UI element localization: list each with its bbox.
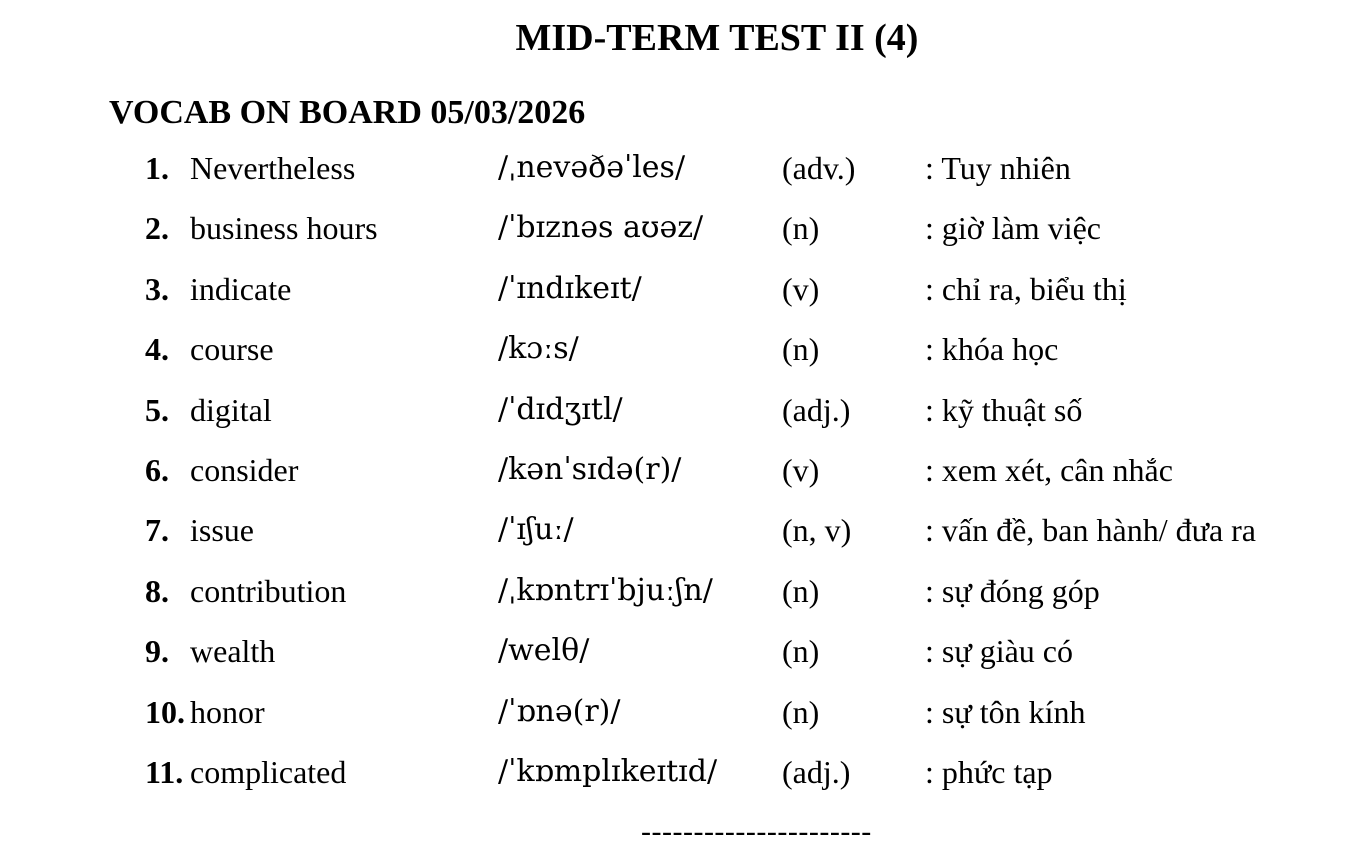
item-number: 4. [145, 331, 169, 368]
vocab-ipa: /ˈbɪznəs aʊəz/ [498, 210, 704, 246]
vocab-part-of-speech: (n) [782, 693, 820, 730]
vocab-meaning: : sự tôn kính [925, 693, 1086, 730]
vocab-part-of-speech: (n) [782, 210, 820, 247]
section-heading: VOCAB ON BOARD 05/03/2026 [109, 94, 586, 131]
page-title: MID-TERM TEST II (4) [515, 17, 919, 59]
item-number: 11. [145, 753, 184, 790]
vocab-part-of-speech: (n) [782, 572, 820, 609]
vocab-meaning: : xem xét, cân nhắc [925, 451, 1173, 488]
vocab-item [0, 750, 1347, 810]
vocab-word: consider [190, 451, 299, 488]
vocab-meaning: : sự đóng góp [925, 572, 1100, 609]
vocab-item [0, 448, 1347, 508]
vocab-ipa: /ˈɪʃuː/ [498, 512, 574, 548]
vocab-word: wealth [190, 633, 276, 670]
vocab-meaning: : Tuy nhiên [925, 150, 1071, 186]
vocab-part-of-speech: (adj.) [782, 753, 851, 790]
item-number: 2. [145, 210, 169, 247]
item-number: 7. [145, 512, 169, 549]
vocab-meaning: : giờ làm việc [925, 210, 1101, 247]
vocab-part-of-speech: (v) [782, 270, 820, 307]
item-number: 3. [145, 270, 169, 307]
vocab-word: honor [190, 693, 265, 730]
vocab-item [0, 206, 1347, 266]
vocab-item [0, 508, 1347, 568]
vocab-ipa: /ˌkɒntrɪˈbjuːʃn/ [498, 572, 713, 608]
vocab-meaning: : chỉ ra, biểu thị [925, 270, 1127, 307]
vocab-word: business hours [190, 210, 378, 247]
item-number: 8. [145, 572, 169, 609]
vocab-part-of-speech: (n, v) [782, 512, 852, 549]
vocab-ipa: /kɔːs/ [498, 331, 579, 367]
vocab-ipa: /ˈɒnə(r)/ [498, 693, 621, 729]
vocab-part-of-speech: (v) [782, 451, 820, 488]
item-number: 10. [145, 693, 185, 730]
vocab-part-of-speech: (adv.) [782, 150, 856, 186]
vocab-meaning: : khóa học [925, 331, 1059, 368]
vocab-item [0, 690, 1347, 750]
vocab-word: complicated [190, 753, 347, 790]
vocab-word: course [190, 331, 274, 368]
vocab-word: contribution [190, 572, 347, 609]
vocab-word: Nevertheless [190, 150, 356, 186]
vocab-meaning: : vấn đề, ban hành/ đưa ra [925, 512, 1256, 549]
item-number: 6. [145, 451, 169, 488]
item-number: 5. [145, 391, 169, 428]
vocab-word: digital [190, 391, 272, 428]
vocab-ipa: /ˈdɪdʒɪtl/ [498, 391, 623, 427]
vocab-part-of-speech: (n) [782, 331, 820, 368]
vocab-item [0, 267, 1347, 327]
vocab-item [0, 327, 1347, 387]
vocab-ipa: /welθ/ [498, 633, 590, 669]
vocab-item [0, 569, 1347, 629]
vocab-part-of-speech: (adj.) [782, 391, 851, 428]
vocab-ipa: /ˈɪndɪkeɪt/ [498, 270, 642, 306]
vocab-ipa: /ˈkɒmplɪkeɪtɪd/ [498, 753, 718, 789]
vocab-ipa: /kənˈsɪdə(r)/ [498, 451, 682, 487]
vocab-meaning: : phức tạp [925, 753, 1053, 790]
vocab-list [0, 146, 1347, 810]
item-number: 9. [145, 633, 169, 670]
vocab-part-of-speech: (n) [782, 633, 820, 670]
item-number: 1. [145, 150, 169, 186]
vocab-ipa: /ˌnevəðəˈles/ [498, 150, 686, 185]
vocab-meaning: : kỹ thuật số [925, 391, 1083, 428]
vocab-item [0, 629, 1347, 689]
vocab-item [0, 146, 1347, 206]
vocab-word: indicate [190, 270, 292, 307]
divider-line: ---------------------- [641, 815, 872, 848]
vocab-item [0, 388, 1347, 448]
vocab-word: issue [190, 512, 254, 549]
vocab-meaning: : sự giàu có [925, 633, 1073, 670]
